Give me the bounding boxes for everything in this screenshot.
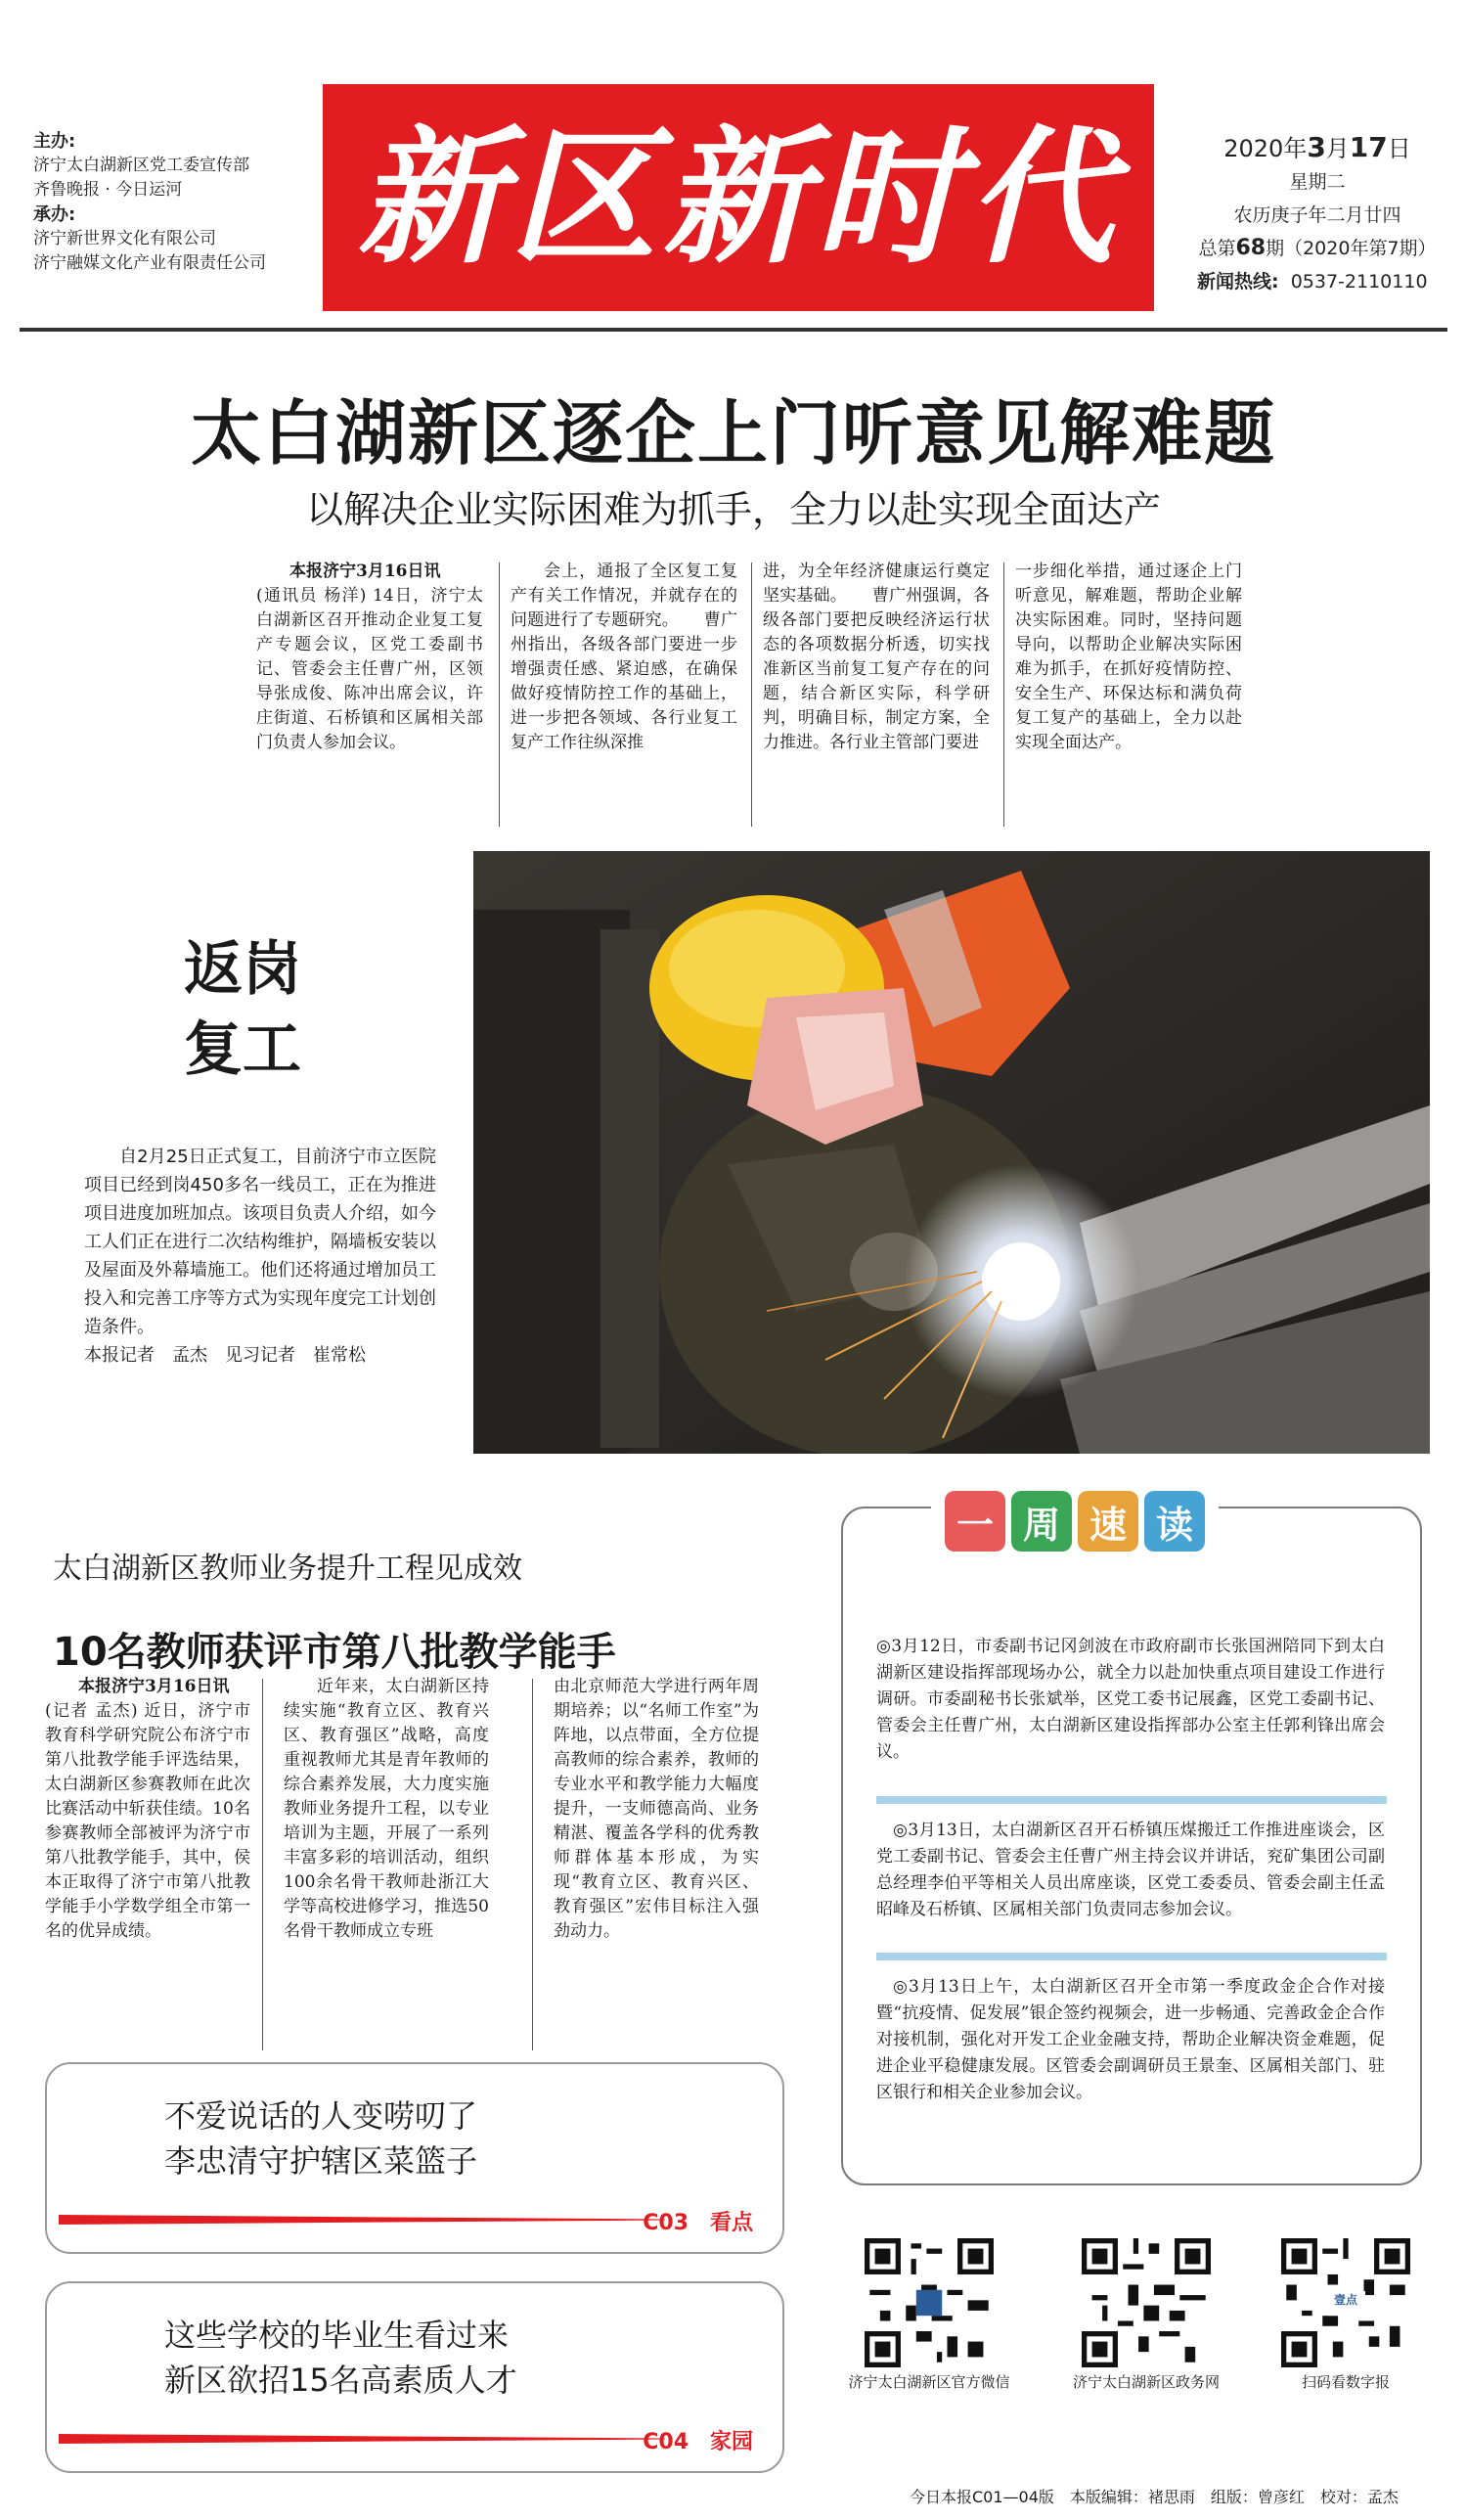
weekly-quick-read bbox=[841, 1503, 1422, 2185]
date-block bbox=[1185, 131, 1449, 298]
teacher-column-1-text: (记者 孟杰) 近日，济宁市教育科学研究院公布济宁市第八批教学能手评选结果，太白湖新区参赛教师在此次比赛活动中斩获佳绩。10名参赛教师全部被评为济宁市第八批教学能手，其中，侯本正取得了济宁市第八批教学能手小学数学组全市第一名的优异成绩。 bbox=[45, 1701, 250, 1941]
sponsor-block bbox=[33, 129, 327, 276]
lead-column-1 bbox=[256, 560, 483, 755]
lead-column-2: 会上，通报了全区复工复产有关工作情况，并就存在的问题进行了专题研究。 曹广州指出，各级各部门要进一步增强责任感、紧迫感，在确保做好疫情防控工作的基础上，进一步把各领域、各行业复工复产工作往纵深推 bbox=[511, 562, 737, 752]
promo-line-2: 新区欲招15名高素质人才 bbox=[164, 2362, 517, 2399]
welder-photo bbox=[473, 851, 1430, 1454]
weekly-separator bbox=[876, 1796, 1387, 1804]
column-rule bbox=[751, 562, 752, 827]
news-hotline: 新闻热线: 0537-2110110 bbox=[1197, 271, 1428, 292]
weekly-separator bbox=[876, 1953, 1387, 1960]
promo-box-c04[interactable] bbox=[45, 2281, 784, 2473]
lead-column-4: 一步细化举措，通过逐企上门听意见，解难题，帮助企业解决实际困难。同时，坚持问题导向，以帮助企业解决实际困难为抓手，在抓好疫情防控、安全生产、环保达标和满负荷复工复产的基础上，全力以赴实现全面达产。 bbox=[1015, 562, 1242, 752]
sponsor-2: 齐鲁晚报 · 今日运河 bbox=[33, 180, 183, 200]
organizer-2: 济宁融媒文化产业有限责任公司 bbox=[33, 253, 266, 273]
qr-label: 济宁太白湖新区政务网 bbox=[1072, 2373, 1220, 2391]
weekly-title-char: 周 bbox=[1011, 1491, 1072, 1552]
promo-bar bbox=[59, 2434, 665, 2444]
promo-line-1: 这些学校的毕业生看过来 bbox=[164, 2317, 510, 2354]
promo-line-1: 不爱说话的人变唠叨了 bbox=[164, 2097, 478, 2135]
organizer-1: 济宁新世界文化有限公司 bbox=[33, 229, 216, 248]
teacher-column-1 bbox=[45, 1675, 250, 1944]
photo-credit: 本报记者 孟杰 见习记者 崔常松 bbox=[84, 1345, 366, 1366]
lunar-date: 农历庚子年二月廿四 bbox=[1233, 204, 1401, 226]
photo-title-line-2: 复工 bbox=[184, 1015, 301, 1084]
promo-box-c03[interactable] bbox=[45, 2062, 784, 2254]
qr-label: 扫码看数字报 bbox=[1301, 2373, 1390, 2391]
sponsor-label: 主办: bbox=[33, 131, 76, 152]
issue-number: 总第68期（2020年第7期） bbox=[1198, 236, 1437, 260]
qr-block-gov bbox=[1072, 2238, 1254, 2392]
column-rule bbox=[532, 1679, 533, 2050]
photo-caption bbox=[84, 1143, 436, 1370]
lead-column-1-text: (通讯员 杨洋) 14日，济宁太白湖新区召开推动企业复工复产专题会议，区党工委副书记、管委会主任曹广州，区领导张成俊、陈冲出席会议，许庄街道、石桥镇和区属相关部门负责人参加会议。 bbox=[256, 586, 483, 752]
qr-code-icon[interactable] bbox=[865, 2238, 994, 2367]
teacher-title: 10名教师获评市第八批教学能手 bbox=[53, 1630, 616, 1675]
qr-code-icon[interactable] bbox=[1082, 2238, 1211, 2367]
weekly-title-char: 速 bbox=[1078, 1491, 1138, 1552]
photo-title-line-1: 返岗 bbox=[184, 935, 301, 1004]
weekday: 星期二 bbox=[1289, 171, 1346, 193]
teacher-dateline: 本报济宁3月16日讯 bbox=[78, 1677, 230, 1696]
weekly-title-char: 读 bbox=[1144, 1491, 1205, 1552]
promo-page-tag: C03 看点 bbox=[643, 2211, 753, 2235]
promo-text bbox=[164, 2313, 712, 2403]
column-rule bbox=[262, 1679, 263, 2050]
masthead-rule bbox=[20, 328, 1447, 332]
promo-bar bbox=[59, 2215, 665, 2225]
paper-name: 新区新时代 bbox=[356, 112, 1120, 284]
column-rule bbox=[499, 562, 500, 827]
column-rule bbox=[1003, 562, 1004, 827]
issue-date: 2020年3月17日 bbox=[1223, 131, 1411, 163]
qr-block-digital bbox=[1281, 2238, 1453, 2392]
weekly-item: ◎3月13日，太白湖新区召开石桥镇压煤搬迁工作推进座谈会，区党工委副书记、管委会主任曹广州主持会议并讲话，兖矿集团公司副总经理李伯平等相关人员出席座谈，区党工委委员、管委会副主任孟昭峰及石桥镇、区属相关部门负责同志参加会议。 bbox=[876, 1821, 1385, 1919]
teacher-kicker: 太白湖新区教师业务提升工程见成效 bbox=[53, 1552, 522, 1586]
photo-caption-text: 自2月25日正式复工，目前济宁市立医院项目已经到岗450多名一线员工，正在为推进项目进度加班加点。该项目负责人介绍，如今工人们正在进行二次结构维护，隔墙板安装以及屋面及外幕墙施工。他们还将通过增加员工投入和完善工序等方式为实现年度完工计划创造条件。 bbox=[84, 1147, 436, 1337]
weekly-title-char: 一 bbox=[945, 1491, 1005, 1552]
lead-headline: 太白湖新区逐企上门听意见解难题 bbox=[190, 392, 1276, 474]
lead-subheadline: 以解决企业实际困难为抓手，全力以赴实现全面达产 bbox=[305, 488, 1161, 531]
promo-page-tag: C04 家园 bbox=[643, 2430, 753, 2454]
sponsor-1: 济宁太白湖新区党工委宣传部 bbox=[33, 156, 249, 175]
weekly-title bbox=[931, 1491, 1219, 1552]
page-footer: 今日本报C01—04版 本版编辑：褚思雨 组版：曾彦红 校对：孟杰 bbox=[910, 2488, 1399, 2506]
teacher-column-3: 由北京师范大学进行两年周期培养；以“名师工作室”为阵地，以点带面，全方位提高教师的综合素养，教师的专业水平和教学能力大幅度提升，一支师德高尚、业务精湛、覆盖各学科的优秀教师群体基本形成，为实现“教育立区、教育兴区、教育强区”宏伟目标注入强劲动力。 bbox=[554, 1677, 759, 1941]
masthead-banner bbox=[323, 84, 1154, 311]
teacher-column-2: 近年来，太白湖新区持续实施“教育立区、教育兴区、教育强区”战略，高度重视教师尤其是青年教师的综合素养发展，大力度实施教师业务提升工程，以专业培训为主题，开展了一系列丰富多彩的培训活动，组织100余名骨干教师赴浙江大学等高校进修学习，推选50名骨干教师成立专班 bbox=[284, 1677, 489, 1941]
qr-block-wechat bbox=[848, 2238, 1037, 2392]
organizer-label: 承办: bbox=[33, 204, 76, 225]
lead-column-3: 进，为全年经济健康运行奠定坚实基础。 曹广州强调，各级各部门要把反映经济运行状态的各项数据分析透，切实找准新区当前复工复产存在的问题，结合新区实际，科学研判，明确目标，制定方案，全力推进。各行业主管部门要进 bbox=[763, 562, 990, 752]
promo-text bbox=[164, 2093, 712, 2183]
promo-line-2: 李忠清守护辖区菜篮子 bbox=[164, 2142, 478, 2180]
photo-title bbox=[184, 929, 379, 1090]
weekly-item: ◎3月13日上午，太白湖新区召开全市第一季度政金企合作对接暨“抗疫情、促发展”银企签约视频会，进一步畅通、完善政金企合作对接机制，强化对开发工企业金融支持，帮助企业解决资金难题，促进企业平稳健康发展。区管委会副调研员王景奎、区属相关部门、驻区银行和相关企业参加会议。 bbox=[876, 1977, 1385, 2102]
weekly-item: ◎3月12日，市委副书记冈剑波在市政府副市长张国洲陪同下到太白湖新区建设指挥部现场办公，就全力以赴加快重点项目建设工作进行调研。市委副秘书长张斌举，区党工委书记展鑫，区党工委副书记、管委会主任曹广州，太白湖新区建设指挥部办公室主任郭利锋出席会议。 bbox=[876, 1637, 1385, 1762]
lead-dateline: 本报济宁3月16日讯 bbox=[289, 562, 441, 581]
qr-center-logo: 壹点 bbox=[1326, 2291, 1365, 2308]
qr-label: 济宁太白湖新区官方微信 bbox=[848, 2373, 1010, 2391]
